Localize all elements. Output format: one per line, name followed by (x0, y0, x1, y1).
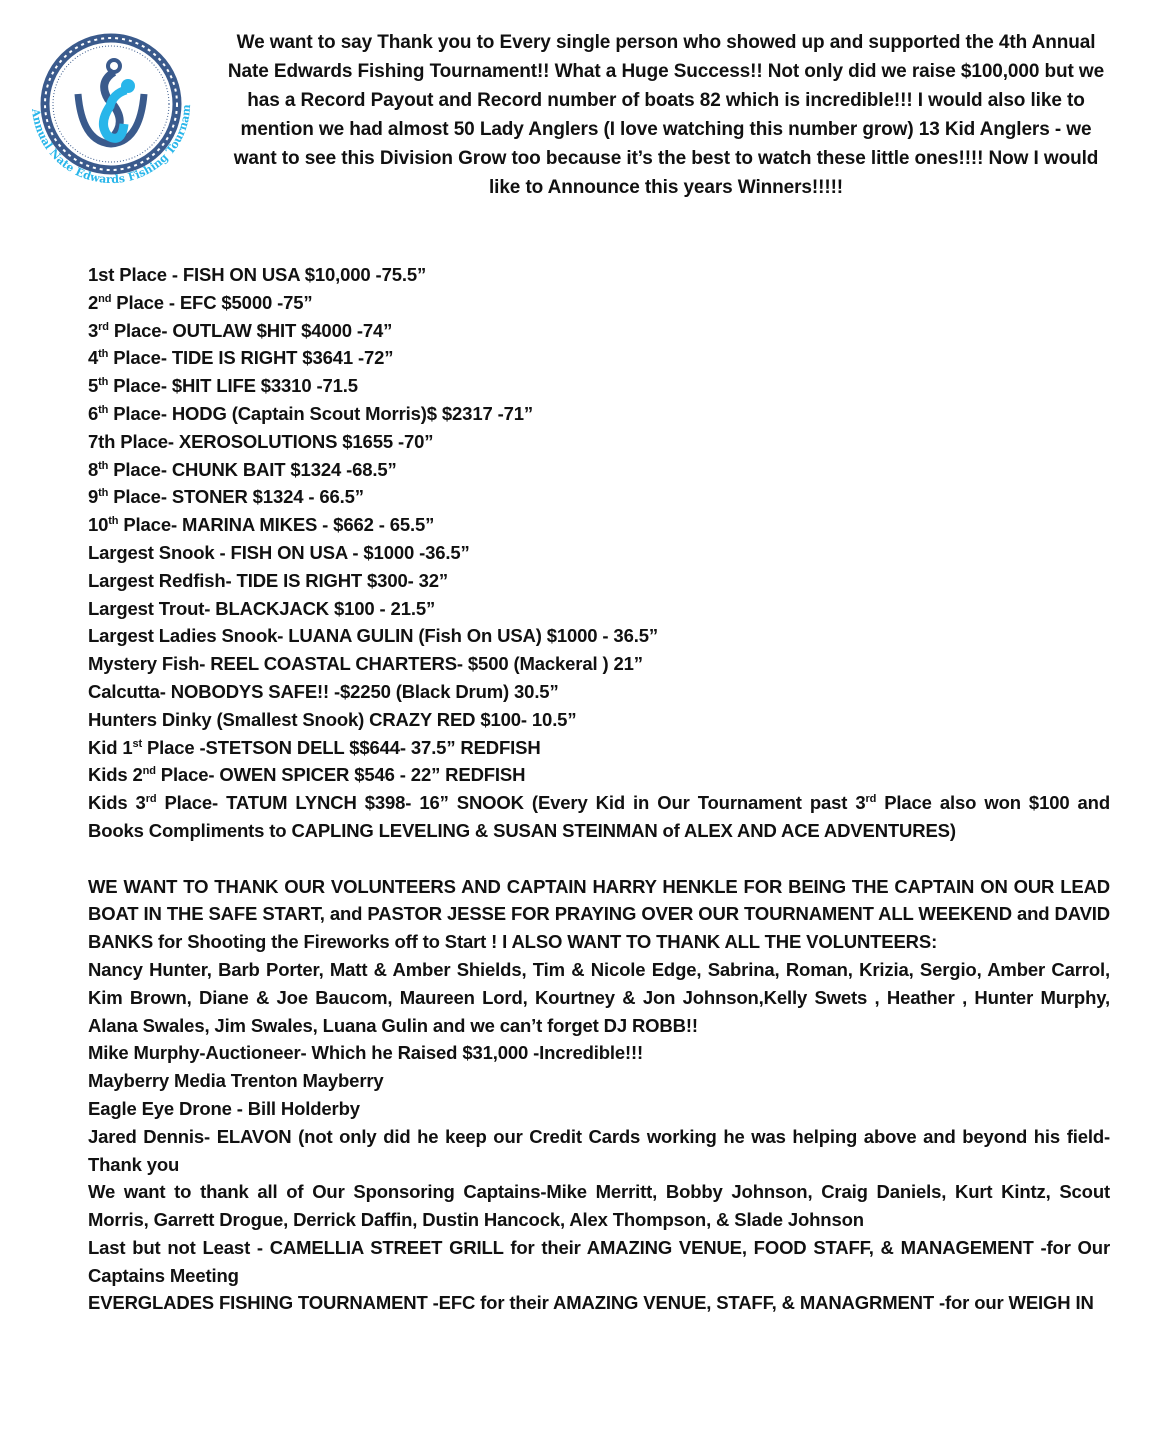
winners-list (88, 261, 1110, 789)
text-segment: Largest Snook - FISH ON USA - $1000 -36.5” (88, 541, 470, 563)
text-segment: Largest Trout- BLACKJACK $100 - 21.5” (88, 597, 436, 619)
text-segment: Kids 2 (88, 764, 143, 786)
winner-line (88, 344, 1110, 372)
winner-line (88, 734, 1110, 762)
ordinal-suffix: rd (98, 320, 109, 333)
thanks-paragraph: Eagle Eye Drone - Bill Holderby (88, 1097, 360, 1119)
text-segment: Calcutta- NOBODYS SAFE!! -$2250 (Black Drum) 30.5” (88, 680, 559, 702)
winner-line (88, 678, 1110, 706)
text-segment: Place- TIDE IS RIGHT $3641 -72” (108, 347, 394, 369)
thanks-paragraph: Jared Dennis- ELAVON (not only did he keep our Credit Cards working he was helping above and beyond his field-Thank you (88, 1125, 1110, 1175)
winner-line (88, 372, 1110, 400)
text-segment: 6 (88, 402, 99, 424)
winner-line (88, 428, 1110, 456)
text-segment: 2 (88, 291, 99, 313)
winner-line (88, 567, 1110, 595)
winner-line (88, 539, 1110, 567)
text-segment: Place- CHUNK BAIT $1324 -68.5” (108, 458, 397, 480)
text-segment: Place- HODG (Captain Scout Morris)$ $2317 -71” (108, 402, 533, 424)
text-segment: 1st Place - FISH ON USA $10,000 -75.5” (88, 264, 427, 285)
spacer (88, 845, 1110, 873)
ordinal-suffix: th (98, 487, 109, 500)
ordinal-suffix: nd (142, 765, 156, 778)
text-segment: 9 (88, 486, 99, 508)
ordinal-suffix: th (98, 459, 109, 472)
ordinal-suffix: st (132, 737, 142, 750)
ordinal-suffix: rd (145, 792, 157, 805)
text-segment: 10 (88, 514, 109, 536)
text-segment: Place- OWEN SPICER $546 - 22” REDFISH (155, 764, 526, 786)
thanks-paragraph: We want to thank all of Our Sponsoring Captains-Mike Merritt, Bobby Johnson, Craig Daniels, Kurt Kintz, Scout Morris, Garrett Drogue, Derrick Daffin, Dustin Hancock, Alex Thompson, & Slade Johnson (88, 1181, 1110, 1231)
ordinal-suffix: th (108, 515, 119, 528)
ordinal-suffix: th (98, 403, 109, 416)
thanks-paragraph: WE WANT TO THANK OUR VOLUNTEERS AND CAPTAIN HARRY HENKLE FOR BEING THE CAPTAIN ON OUR LEAD BOAT IN THE SAFE START, and PASTOR JESSE FOR PRAYING OVER OUR TOURNAMENT ALL WEEKEND and DAVID BANKS for Shooting the Fireworks off to Start ! I ALSO WANT TO THANK ALL THE VOLUNTEERS: (88, 875, 1110, 953)
thanks-paragraph: Mike Murphy-Auctioneer- Which he Raised $31,000 -Incredible!!! (88, 1042, 644, 1064)
winner-line (88, 261, 1110, 289)
winner-line (88, 761, 1110, 789)
thanks-paragraph: Last but not Least - CAMELLIA STREET GRILL for their AMAZING VENUE, FOOD STAFF, & MANAGEMENT -for Our Captains Meeting (88, 1236, 1110, 1286)
winner-line (88, 622, 1110, 650)
text-segment: Hunters Dinky (Smallest Snook) CRAZY RED $100- 10.5” (88, 708, 577, 730)
text-segment: Place - EFC $5000 -75” (111, 291, 313, 313)
intro-paragraph: We want to say Thank you to Every single person who showed up and supported the 4th Annual Nate Edwards Fishing Tournament!! What a Huge Success!! Not only did we raise $100,000 but we has a Record Payout and Record number of boats 82 which is incredible!!! I would also like to mention we had almost 50 Lady Anglers (I love watching this number grow) 13 Kid Anglers - we want to see this Division Grow too because it’s the best to watch these little ones!!!! Now I would like to Announce this years Winners!!!!! (227, 32, 1105, 198)
text-segment: 8 (88, 458, 99, 480)
text-segment: Place- $HIT LIFE $3310 -71.5 (108, 375, 358, 397)
text-segment: Kids 3 (88, 792, 146, 814)
thanks-section (88, 873, 1110, 1318)
text-segment: Kid 1 (88, 736, 133, 758)
text-segment: Place- MARINA MIKES - $662 - 65.5” (118, 514, 435, 536)
thanks-paragraph: Mayberry Media Trenton Mayberry (88, 1070, 384, 1092)
winner-line (88, 456, 1110, 484)
thanks-paragraph: EVERGLADES FISHING TOURNAMENT -EFC for their AMAZING VENUE, STAFF, & MANAGRMENT -for our WEIGH IN (88, 1292, 1094, 1314)
text-segment: Place- STONER $1324 - 66.5” (108, 486, 364, 508)
winner-kids-3rd (88, 789, 1110, 845)
winner-line (88, 706, 1110, 734)
text-segment: Place- OUTLAW $HIT $4000 -74” (108, 319, 393, 341)
text-segment: Place -STETSON DELL $$644- 37.5” REDFISH (141, 736, 541, 758)
winner-line (88, 400, 1110, 428)
text-segment: Largest Redfish- TIDE IS RIGHT $300- 32” (88, 569, 448, 591)
tournament-logo (18, 24, 204, 204)
text-segment: 3 (88, 319, 99, 341)
winner-line (88, 317, 1110, 345)
winner-line (88, 511, 1110, 539)
ordinal-suffix: rd (865, 792, 877, 805)
logo-text: Annual Nate Edwards Fishing Tournam (29, 103, 194, 187)
winner-line (88, 289, 1110, 317)
text-segment: 7th Place- XEROSOLUTIONS $1655 -70” (88, 430, 434, 452)
winner-line (88, 595, 1110, 623)
winner-line (88, 650, 1110, 678)
text-segment: Place- TATUM LYNCH $398- 16” SNOOK (Every Kid in Our Tournament past 3 (156, 792, 866, 814)
text-segment: Place also won $100 and Books Compliments to CAPLING LEVELING & SUSAN STEINMAN of ALEX AND ACE ADVENTURES) (88, 792, 1110, 841)
text-segment: 5 (88, 375, 99, 397)
ordinal-suffix: th (98, 348, 109, 361)
thanks-paragraph: Nancy Hunter, Barb Porter, Matt & Amber Shields, Tim & Nicole Edge, Sabrina, Roman, Krizia, Sergio, Amber Carrol, Kim Brown, Diane & Joe Baucom, Maureen Lord, Kourtney & Jon Johnson,Kelly Swets , Heather , Hunter Murphy, Alana Swales, Jim Swales, Luana Gulin and we can’t forget DJ ROBB!! (88, 958, 1110, 1036)
winner-line (88, 483, 1110, 511)
ordinal-suffix: th (98, 376, 109, 389)
document-body (88, 261, 1110, 1317)
ordinal-suffix: nd (98, 292, 112, 305)
text-segment: Mystery Fish- REEL COASTAL CHARTERS- $500 (Mackeral ) 21” (88, 653, 643, 675)
text-segment: Largest Ladies Snook- LUANA GULIN (Fish On USA) $1000 - 36.5” (88, 625, 658, 647)
text-segment: 4 (88, 347, 99, 369)
